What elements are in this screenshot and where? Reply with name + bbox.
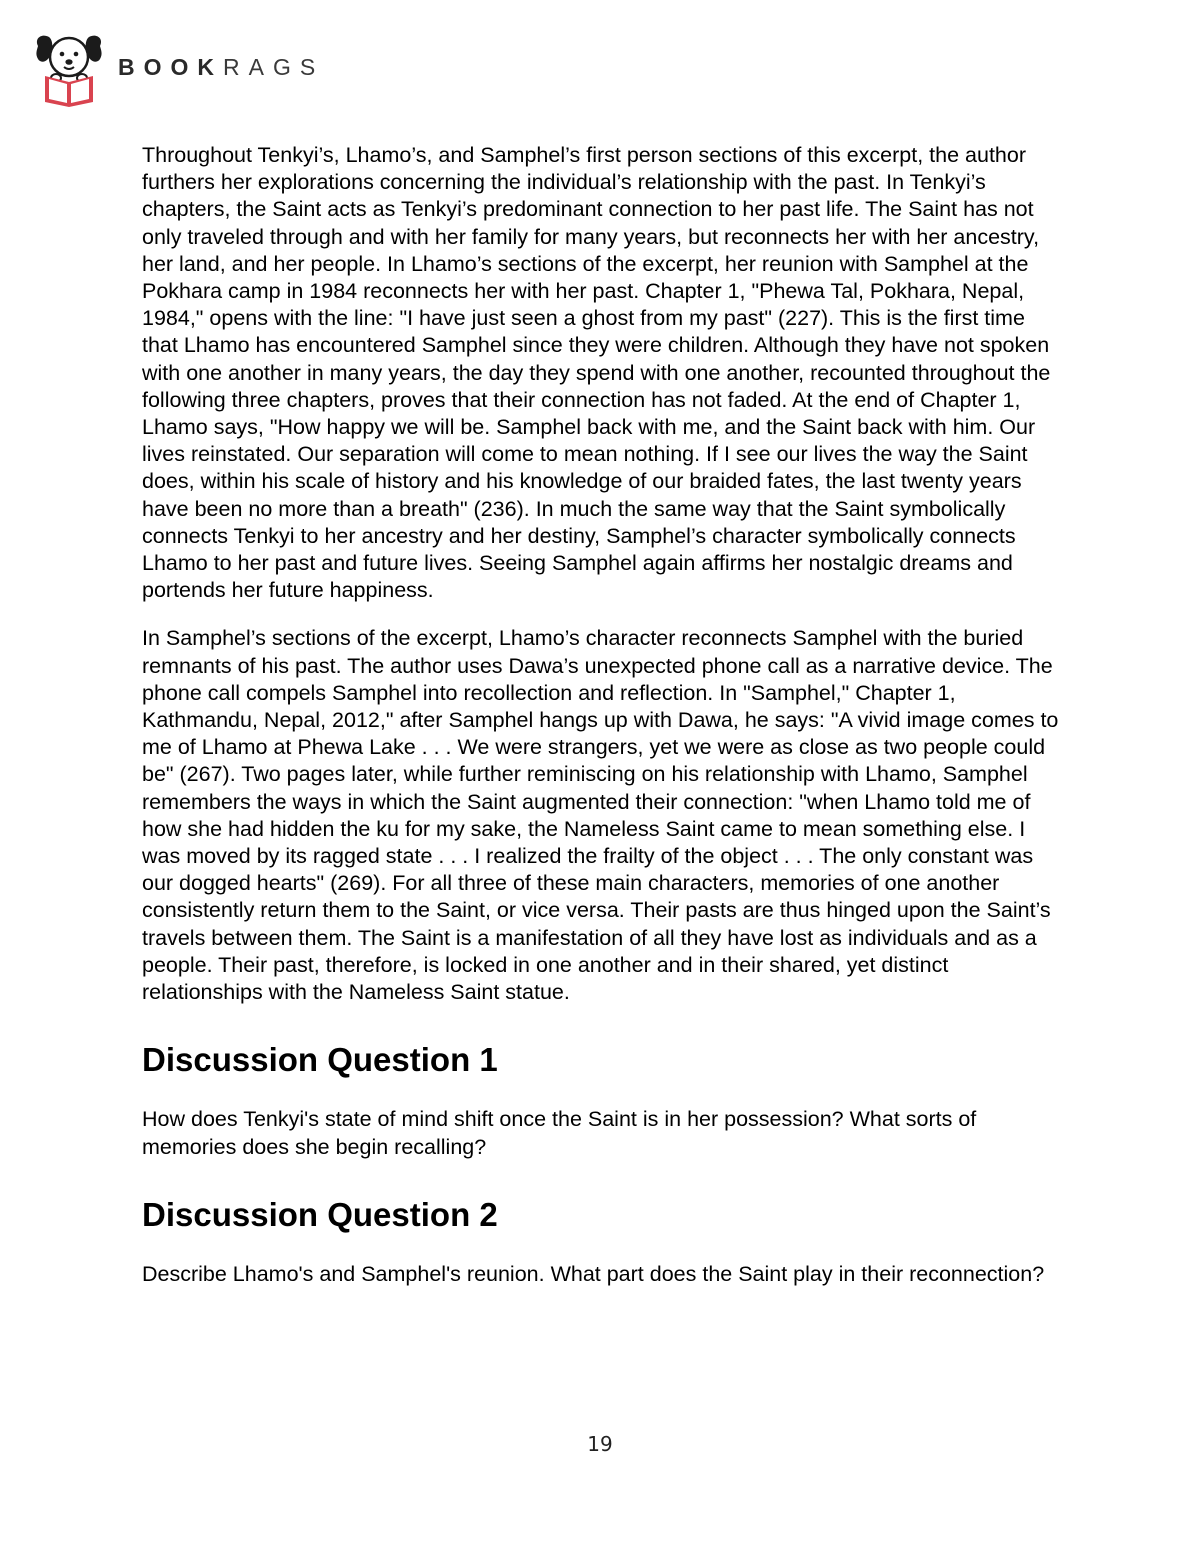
body-paragraph: Throughout Tenkyi’s, Lhamo’s, and Samphel’s first person sections of this excerpt, the author furthers her explorations concerning the individual’s relationship with the past. In Tenkyi’s chapters, the Saint acts as Tenkyi’s predominant connection to her past life. The Saint has not only traveled through and with her family for many years, but reconnects her with her ancestry, her land, and her people. In Lhamo’s sections of the excerpt, her reunion with Samphel at the Pokhara camp in 1984 reconnects her with her past. Chapter 1, "Phewa Tal, Pokhara, Nepal, 1984," opens with the line: "I have just seen a ghost from my past" (227). This is the first time that Lhamo has encountered Samphel since they were children. Although they have not spoken with one another in many years, the day they spend with one another, recounted throughout the following three chapters, proves that their connection has not faded. At the end of Chapter 1, Lhamo says, "How happy we will be. Samphel back with me, and the Saint back with him. Our lives reinstated. Our separation will come to mean nothing. If I see our lives the way the Saint does, within his scale of history and his knowledge of our braided fates, the last twenty years have been no more than a breath" (236). In much the same way that the Saint symbolically connects Tenkyi to her ancestry and her destiny, Samphel’s character symbolically connects Lhamo to her past and future lives. Seeing Samphel again affirms her nostalgic dreams and portends her future happiness. [142,143,1051,603]
discussion-question-text: Describe Lhamo's and Samphel's reunion. What part does the Saint play in their reconnection? [142,1261,1045,1286]
page-number: 19 [587,1432,613,1456]
page-content [142,142,1062,1288]
discussion-question-text: How does Tenkyi's state of mind shift once the Saint is in her possession? What sorts of memories does she begin recalling? [142,1107,977,1159]
brand-name-light: RAGS [223,53,325,80]
discussion-question-heading: Discussion Question 2 [142,1195,498,1233]
dog-reading-book-icon [32,32,106,108]
discussion-question-heading: Discussion Question 1 [142,1041,498,1079]
brand-name [118,54,324,81]
body-paragraph: In Samphel’s sections of the excerpt, Lhamo’s character reconnects Samphel with the buried remnants of his past. The author uses Dawa’s unexpected phone call as a narrative device. The phone call compels Samphel into recollection and reflection. In "Samphel," Chapter 1, Kathmandu, Nepal, 2012," after Samphel hangs up with Dawa, he says: "A vivid image comes to me of Lhamo at Phewa Lake . . . We were strangers, yet we were as close as two people could be" (267). Two pages later, while further reminiscing on his relationship with Lhamo, Samphel remembers the ways in which the Saint augmented their connection: "when Lhamo told me of how she had hidden the ku for my sake, the Nameless Saint came to mean something else. I was moved by its ragged state . . . I realized the frailty of the object . . . The only constant was our dogged hearts" (269). For all three of these main characters, memories of one another consistently return them to the Saint, or vice versa. Their pasts are thus hinged upon the Saint’s travels between them. The Saint is a manifestation of all they have lost as individuals and as a people. Their past, therefore, is locked in one another and in their shared, yet distinct relationships with the Nameless Saint statue. [142,626,1059,1005]
brand-name-bold: BOOK [118,53,223,80]
bookrags-logo [32,32,324,108]
